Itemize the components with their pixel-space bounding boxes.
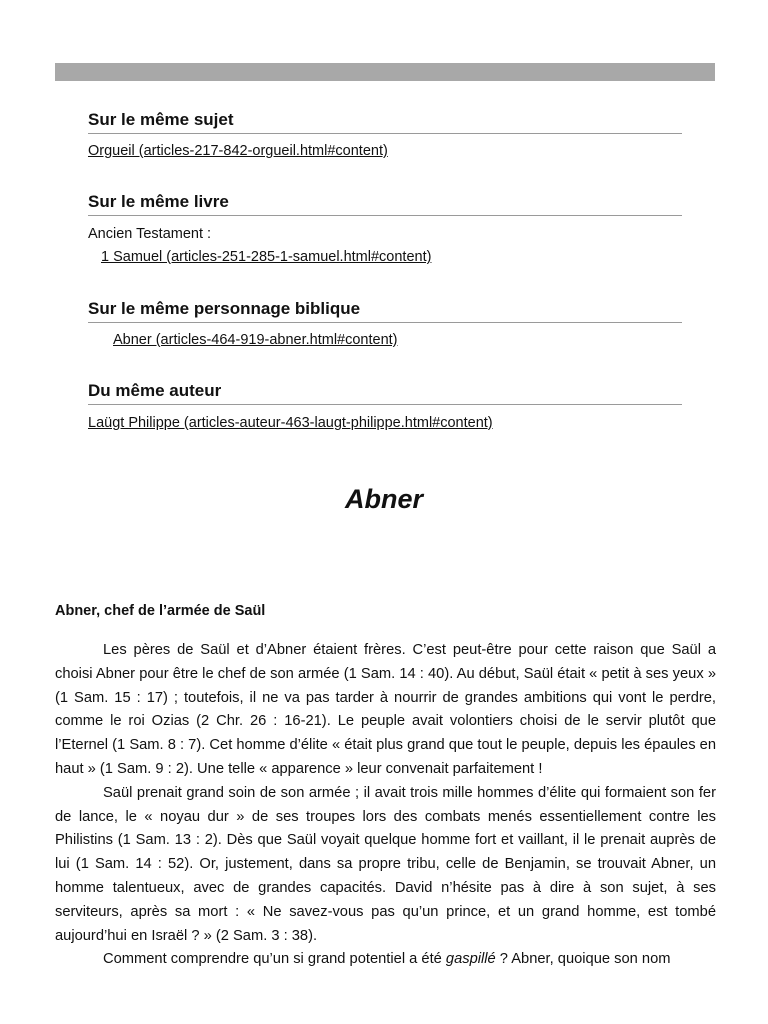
same-subject-link[interactable]: Orgueil (articles-217-842-orgueil.html#content) [88,143,388,159]
same-author-heading: Du même auteur [88,381,682,405]
paragraph-2: Saül prenait grand soin de son armée ; il avait trois mille hommes d’élite qui formaient son fer de lance, le « noyau dur » de ses troupes lors des combats menés essentiellement contre les Philistins (1 Sam. 13 : 2). Dès que Saül voyait quelque homme fort et vaillant, il le prenait auprès de lui (1 Sam. 14 : 52). Or, justement, dans sa propre tribu, celle de Benjamin, se trouvait Abner, un homme talentueux, avec de grandes capacités. David n’hésite pas à dire à son sujet, à ses serviteurs, après sa mort : « Ne savez-vous pas qu’un prince, et un grand homme, est tombé aujourd’hui en Israël ? » (2 Sam. 3 : 38). [55,784,716,944]
article-subtitle: Abner, chef de l’armée de Saül [55,603,266,619]
same-author-link[interactable]: Laügt Philippe (articles-auteur-463-laugt-philippe.html#content) [88,415,493,431]
same-character-link[interactable]: Abner (articles-464-919-abner.html#content) [113,332,398,348]
same-book-heading: Sur le même livre [88,192,682,216]
same-book-link[interactable]: 1 Samuel (articles-251-285-1-samuel.html#content) [101,249,432,265]
same-subject-heading: Sur le même sujet [88,110,682,134]
testament-label: Ancien Testament : [88,226,212,242]
paragraph-1: Les pères de Saül et d’Abner étaient frères. C’est peut-être pour cette raison que Saül a choisi Abner pour être le chef de son armée (1 Sam. 14 : 40). Au début, Saül était « petit à ses yeux » (1 Sam. 15 : 17) ; toutefois, il ne va pas tarder à nourrir de grandes ambitions qui vont le perdre, comme le roi Ozias (2 Chr. 26 : 16-21). Le peuple avait volontiers choisi de le servir plutôt que l’Eternel (1 Sam. 8 : 7). Cet homme d’élite « était plus grand que tout le peuple, depuis les épaules en haut » (1 Sam. 9 : 2). Une telle « apparence » leur convenait parfaitement ! [55,642,716,777]
header-bar [55,63,715,81]
paragraph-3-end: ? Abner, quoique son nom [495,951,671,968]
article-body [55,639,716,972]
paragraph-3-start: Comment comprendre qu’un si grand potentiel a été [103,951,446,968]
paragraph-3-emphasis: gaspillé [445,951,496,968]
article-title: Abner [344,484,423,514]
same-character-heading: Sur le même personnage biblique [88,299,682,323]
paragraph-3 [55,948,716,972]
